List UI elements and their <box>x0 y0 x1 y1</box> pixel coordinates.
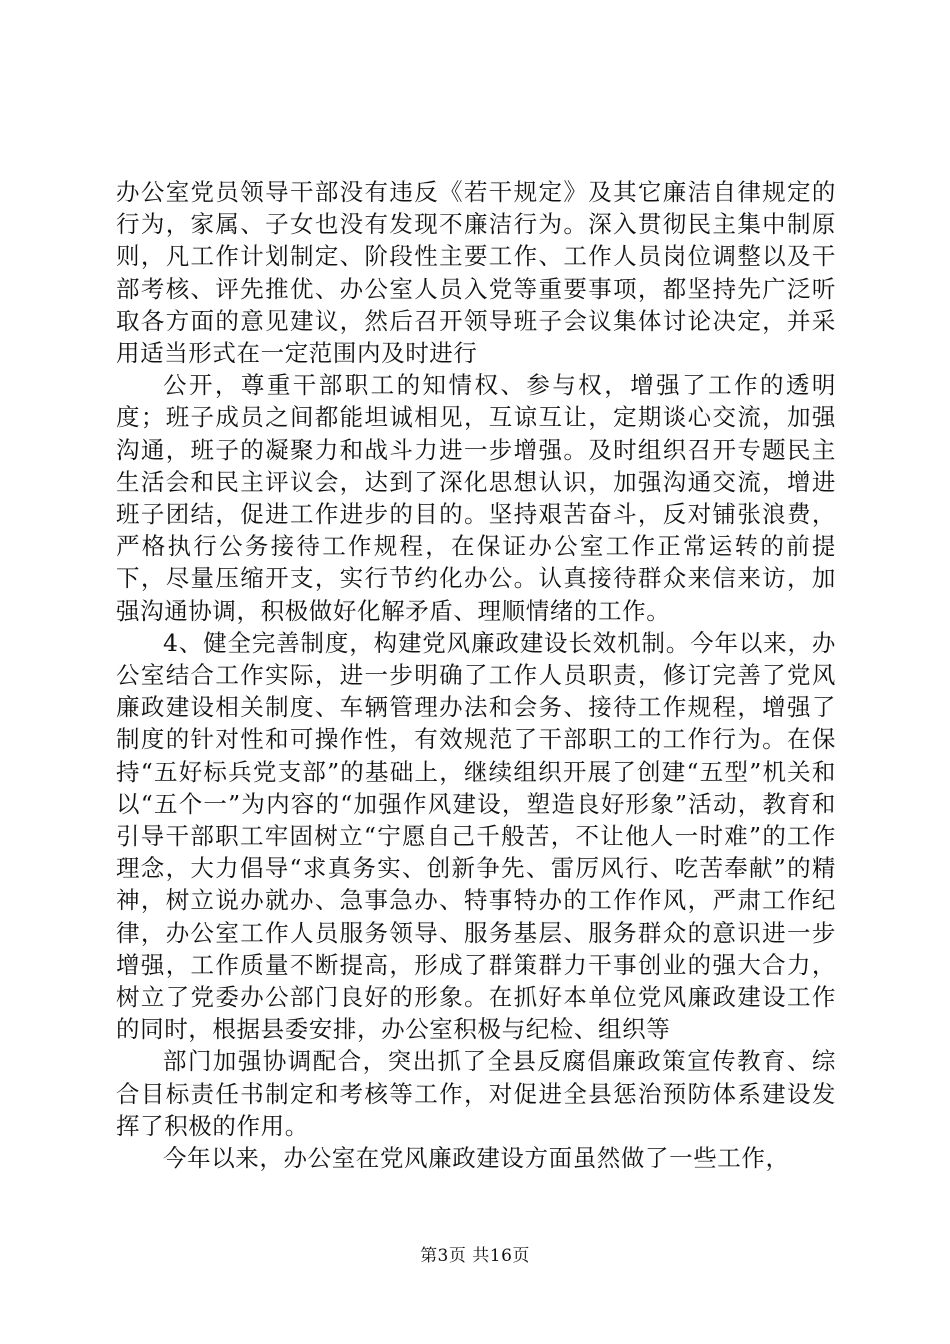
paragraph-5: 今年以来，办公室在党风廉政建设方面虽然做了一些工作， <box>163 1144 790 1173</box>
document-body <box>116 176 836 1174</box>
page-footer: 第3页 共16页 <box>420 1246 530 1266</box>
paragraph-4: 部门加强协调配合，突出抓了全县反腐倡廉政策宣传教育、综合目标责任书制定和考核等工作，对促进全县惩治预防体系建设发挥了积极的作用。 <box>116 1047 836 1140</box>
paragraph-2: 公开，尊重干部职工的知情权、参与权，增强了工作的透明度；班子成员之间都能坦诚相见，互谅互让，定期谈心交流，加强沟通，班子的凝聚力和战斗力进一步增强。及时组织召开专题民主生活会和民主评议会，达到了深化思想认识，加强沟通交流，增进班子团结，促进工作进步的目的。坚持艰苦奋斗，反对铺张浪费，严格执行公务接待工作规程，在保证办公室工作正常运转的前提下，尽量压缩开支，实行节约化办公。认真接待群众来信来访，加强沟通协调，积极做好化解矛盾、理顺情绪的工作。 <box>116 371 836 625</box>
paragraph-3: 4、健全完善制度，构建党风廉政建设长效机制。今年以来，办公室结合工作实际，进一步明确了工作人员职责，修订完善了党风廉政建设相关制度、车辆管理办法和会务、接待工作规程，增强了制度的针对性和可操作性，有效规范了干部职工的工作行为。在保持“五好标兵党支部”的基础上，继续组织开展了创建“五型”机关和以“五个一”为内容的“加强作风建设，塑造良好形象”活动，教育和引导干部职工牢固树立“宁愿自己千般苦，不让他人一时难”的工作理念，大力倡导“求真务实、创新争先、雷厉风行、吃苦奉献”的精神，树立说办就办、急事急办、特事特办的工作作风，严肃工作纪律，办公室工作人员服务领导、服务基层、服务群众的意识进一步增强，工作质量不断提高，形成了群策群力干事创业的强大合力，树立了党委办公部门良好的形象。在抓好本单位党风廉政建设工作的同时，根据县委安排，办公室积极与纪检、组织等 <box>116 628 836 1044</box>
paragraph-1: 办公室党员领导干部没有违反《若干规定》及其它廉洁自律规定的行为，家属、子女也没有发现不廉洁行为。深入贯彻民主集中制原则，凡工作计划制定、阶段性主要工作、工作人员岗位调整以及干部考核、评先推优、办公室人员入党等重要事项，都坚持先广泛听取各方面的意见建议，然后召开领导班子会议集体讨论决定，并采用适当形式在一定范围内及时进行 <box>116 178 836 368</box>
